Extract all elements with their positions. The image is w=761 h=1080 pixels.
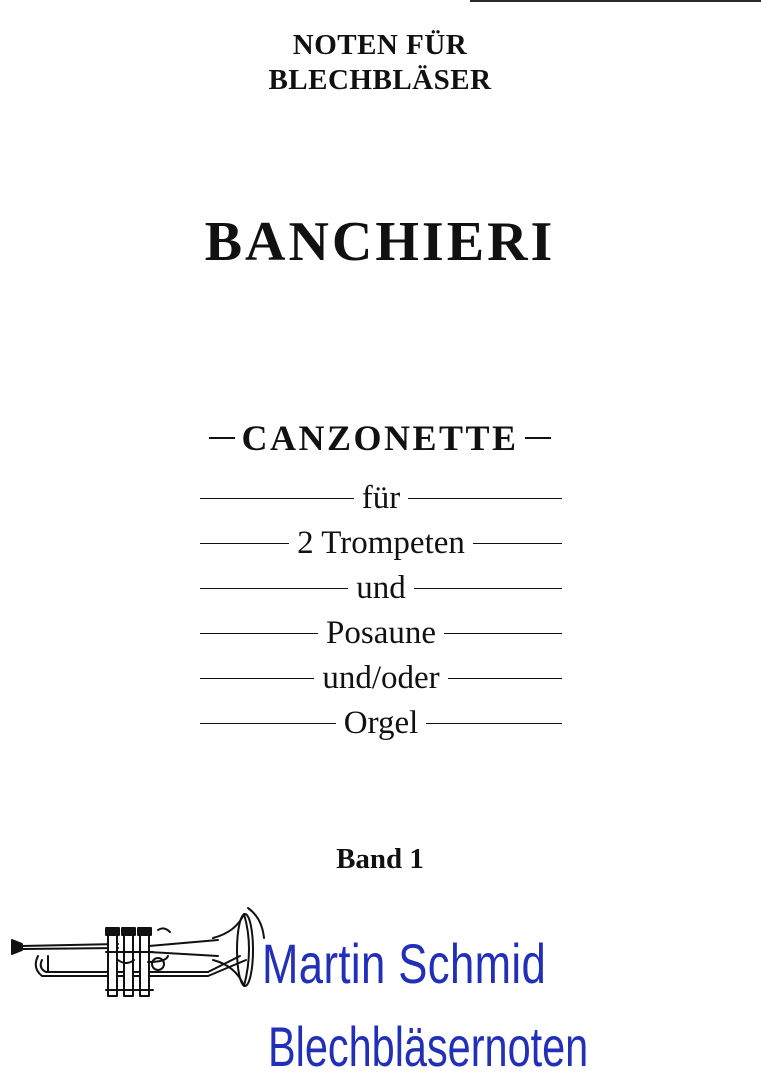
rule-right bbox=[414, 588, 562, 590]
rule-right bbox=[408, 498, 562, 500]
work-title-row bbox=[180, 415, 580, 461]
instrumentation-line bbox=[200, 476, 562, 521]
rule-right bbox=[448, 678, 562, 680]
instrumentation-text: Orgel bbox=[343, 705, 419, 741]
rule-right bbox=[444, 633, 562, 635]
instrumentation-line bbox=[200, 701, 562, 746]
rule-left bbox=[200, 723, 336, 725]
rule-left bbox=[200, 498, 354, 500]
instrumentation-line bbox=[200, 521, 562, 566]
volume-label: Band 1 bbox=[336, 843, 424, 875]
rule-left bbox=[200, 633, 318, 635]
instrumentation-line bbox=[200, 566, 562, 611]
instrumentation-text: und/oder bbox=[322, 660, 440, 696]
instrumentation-text: und bbox=[356, 570, 406, 606]
instrumentation-text: Posaune bbox=[326, 615, 436, 651]
instrumentation-text: 2 Trompeten bbox=[297, 525, 465, 561]
instrumentation-line bbox=[200, 656, 562, 701]
series-title-line-2: BLECHBLÄSER bbox=[268, 64, 492, 96]
trumpet-icon bbox=[8, 900, 278, 1010]
rule-right bbox=[473, 543, 562, 545]
rule-left bbox=[200, 678, 314, 680]
series-title bbox=[200, 28, 560, 98]
publisher-tagline: Blechbläsernoten bbox=[268, 1015, 589, 1078]
series-title-line-1: NOTEN FÜR bbox=[292, 29, 468, 61]
work-title-dash-left bbox=[209, 437, 235, 439]
rule-left bbox=[200, 543, 289, 545]
composer-name: BANCHIERI bbox=[204, 211, 556, 273]
work-title-dash-right bbox=[525, 437, 551, 439]
instrumentation-list bbox=[200, 476, 562, 746]
publisher-name: Martin Schmid bbox=[262, 932, 547, 995]
rule-left bbox=[200, 588, 348, 590]
work-title: CANZONETTE bbox=[241, 418, 519, 458]
rule-right bbox=[426, 723, 562, 725]
top-edge-line bbox=[470, 0, 761, 2]
instrumentation-line bbox=[200, 611, 562, 656]
instrumentation-text: für bbox=[361, 480, 401, 516]
